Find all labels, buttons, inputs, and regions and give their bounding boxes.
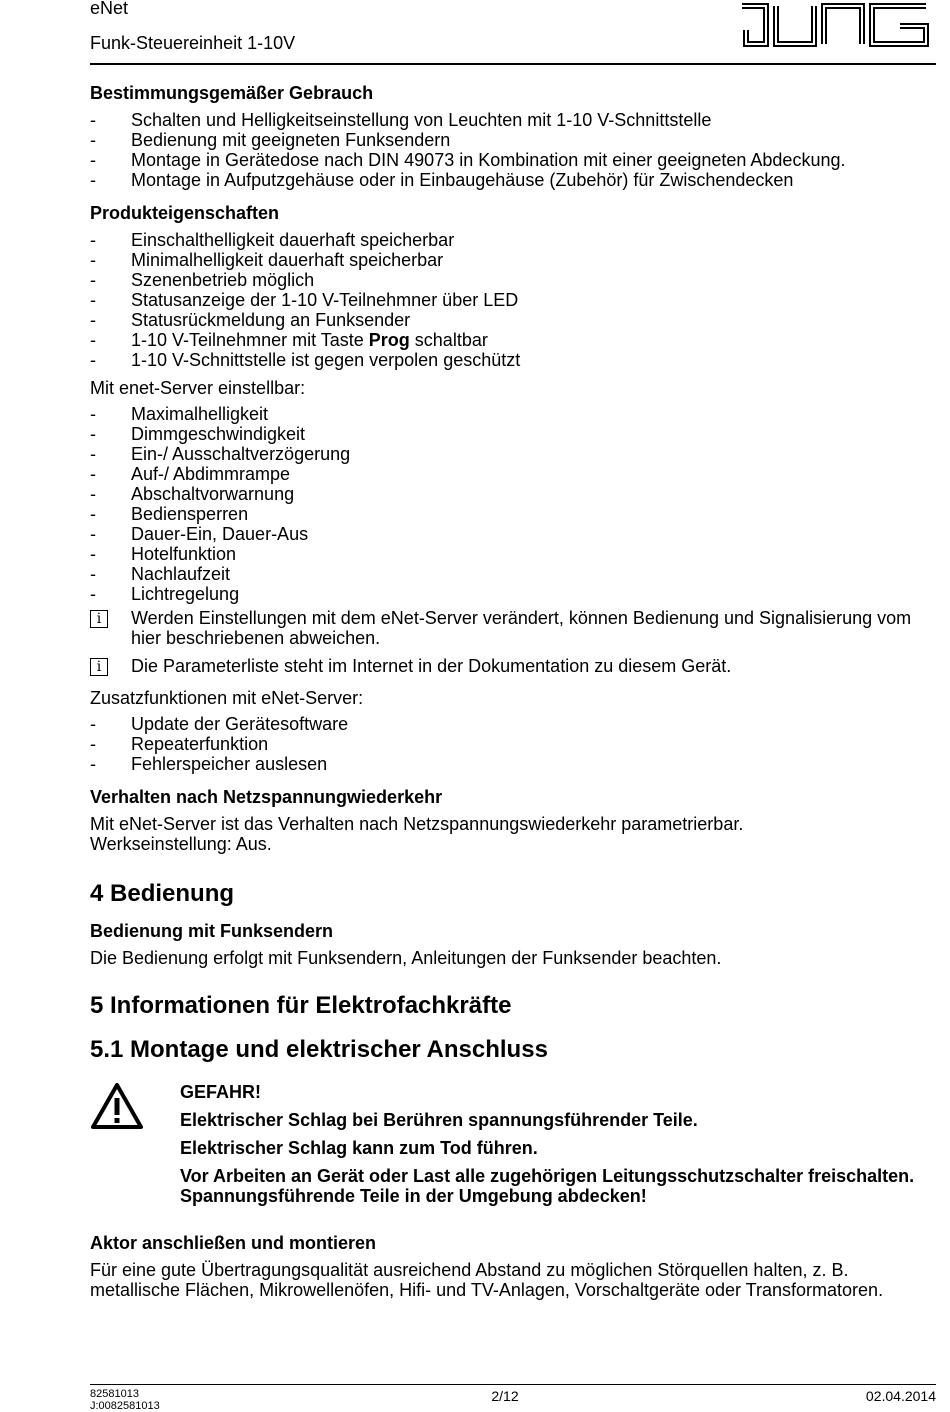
info-icon: i — [90, 610, 108, 628]
list-item: - Minimalhelligkeit dauerhaft speicherbar — [90, 250, 940, 270]
list-item: - Szenenbetrieb möglich — [90, 270, 940, 290]
list-item: - Fehlerspeicher auslesen — [90, 754, 940, 774]
section-5-1-heading: 5.1 Montage und elektrischer Anschluss — [90, 1036, 548, 1063]
info-icon: i — [90, 658, 108, 676]
danger-line: Elektrischer Schlag bei Berühren spannungsführender Teile. — [180, 1110, 698, 1130]
page-number: 2/12 — [491, 1388, 519, 1404]
header-rule — [90, 63, 936, 65]
list-item: - Dimmgeschwindigkeit — [90, 424, 940, 444]
header-product-name: Funk-Steuereinheit 1-10V — [90, 33, 296, 53]
power-return-heading: Verhalten nach Netzspannungwiederkehr — [90, 787, 443, 807]
list-item: - Einschalthelligkeit dauerhaft speicherbar — [90, 230, 940, 250]
info-note — [90, 608, 940, 648]
list-item: - Repeaterfunktion — [90, 734, 940, 754]
section-5-heading: 5 Informationen für Elektrofachkräfte — [90, 992, 512, 1019]
list-item-prog — [90, 330, 940, 350]
list-item: - Maximalhelligkeit — [90, 404, 940, 424]
list-item: - Lichtregelung — [90, 584, 940, 604]
power-return-text: Mit eNet-Server ist das Verhalten nach Netzspannungswiederkehr parametrierbar. — [90, 814, 744, 834]
section-4-subheading: Bedienung mit Funksendern — [90, 921, 334, 941]
list-item: - Montage in Gerätedose nach DIN 49073 in Kombination mit einer geeigneten Abdeckung. — [90, 150, 940, 170]
list-item: - Nachlaufzeit — [90, 564, 940, 584]
prog-suffix: schaltbar — [409, 330, 488, 350]
list-item: - Bedienung mit geeigneten Funksendern — [90, 130, 940, 150]
list-item: - Update der Gerätesoftware — [90, 714, 940, 734]
list-item: - Statusanzeige der 1-10 V-Teilnehmner über LED — [90, 290, 940, 310]
section-4-text: Die Bedienung erfolgt mit Funksendern, Anleitungen der Funksender beachten. — [90, 948, 722, 968]
extra-functions-list — [90, 714, 940, 774]
usage-list — [90, 110, 940, 190]
warning-triangle-icon — [90, 1082, 144, 1130]
list-item: - Statusrückmeldung an Funksender — [90, 310, 940, 330]
power-return-default: Werkseinstellung: Aus. — [90, 834, 272, 854]
list-item: - Montage in Aufputzgehäuse oder in Einbaugehäuse (Zubehör) für Zwischendecken — [90, 170, 940, 190]
list-item: - Bediensperren — [90, 504, 940, 524]
footer-date: 02.04.2014 — [865, 1388, 936, 1404]
server-settings-list — [90, 404, 940, 604]
main-content — [90, 78, 940, 1300]
danger-block — [90, 1082, 940, 1206]
mounting-text: Für eine gute Übertragungsqualität ausreichend Abstand zu möglichen Störquellen halten, z. B. metallische Flächen, Mikrowellenöfen, Hifi- und TV-Anlagen, Vorschaltgeräte oder Transformatoren. — [90, 1260, 884, 1300]
list-item: - Schalten und Helligkeitseinstellung von Leuchten mit 1-10 V-Schnittstelle — [90, 110, 940, 130]
document-number: J:0082581013 — [90, 1400, 160, 1412]
note-text: Werden Einstellungen mit dem eNet-Server verändert, können Bedienung und Signalisierung vom hier beschriebenen abweichen. — [131, 608, 912, 648]
header-product-line: eNet — [90, 0, 129, 18]
server-settings-intro: Mit enet-Server einstellbar: — [90, 378, 306, 398]
danger-line: Vor Arbeiten an Gerät oder Last alle zugehörigen Leitungsschutzschalter freischalten. Spannungsführende Teile in der Umgebung abdecken! — [180, 1166, 915, 1206]
list-item: - Auf-/ Abdimmrampe — [90, 464, 940, 484]
list-item: - Hotelfunktion — [90, 544, 940, 564]
prog-prefix: 1-10 V-Teilnehmner mit Taste — [131, 330, 369, 350]
danger-title: GEFAHR! — [180, 1082, 261, 1102]
note-text: Die Parameterliste steht im Internet in der Dokumentation zu diesem Gerät. — [131, 656, 732, 676]
list-item: - Dauer-Ein, Dauer-Aus — [90, 524, 940, 544]
mounting-heading: Aktor anschließen und montieren — [90, 1233, 377, 1253]
extra-functions-intro: Zusatzfunktionen mit eNet-Server: — [90, 688, 364, 708]
jung-logo — [736, 0, 936, 50]
danger-line: Elektrischer Schlag kann zum Tod führen. — [180, 1138, 538, 1158]
list-item: - Abschaltvorwarnung — [90, 484, 940, 504]
list-item: - 1-10 V-Schnittstelle ist gegen verpolen geschützt — [90, 350, 940, 370]
article-number: 82581013 — [90, 1388, 139, 1400]
usage-heading: Bestimmungsgemäßer Gebrauch — [90, 83, 374, 103]
list-item: - Ein-/ Ausschaltverzögerung — [90, 444, 940, 464]
properties-heading: Produkteigenschaften — [90, 203, 280, 223]
info-note — [90, 656, 940, 676]
footer-rule — [90, 1384, 936, 1385]
section-4-heading: 4 Bedienung — [90, 880, 235, 907]
prog-key-label: Prog — [368, 330, 410, 350]
properties-list — [90, 230, 940, 370]
